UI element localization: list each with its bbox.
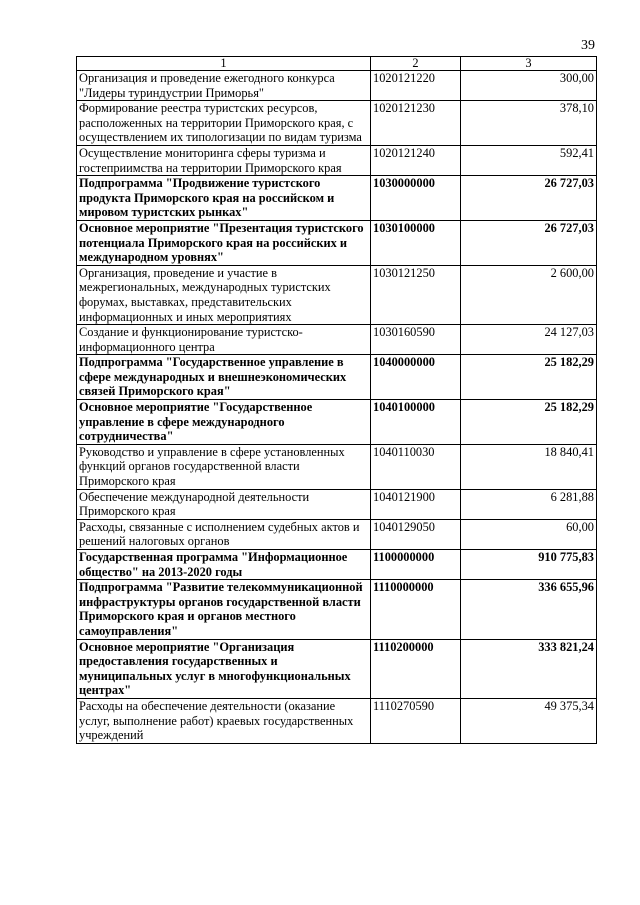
table-row: [77, 444, 597, 489]
row-code-cell: 1100000000: [371, 550, 461, 580]
table-row: [77, 489, 597, 519]
row-name-cell: Основное мероприятие "Презентация туристского потенциала Приморского края на российских и международном уровнях": [77, 220, 371, 265]
table-row: [77, 265, 597, 324]
table-row: [77, 101, 597, 146]
row-code-cell: 1030121250: [371, 265, 461, 324]
table-row: [77, 325, 597, 355]
column-header-2: 2: [371, 57, 461, 71]
row-amount-cell: 25 182,29: [461, 400, 597, 445]
row-code-cell: 1040100000: [371, 400, 461, 445]
table-header-row: [77, 57, 597, 71]
table-row: [77, 145, 597, 175]
column-header-1: 1: [77, 57, 371, 71]
row-amount-cell: 378,10: [461, 101, 597, 146]
row-name-cell: Формирование реестра туристских ресурсов, расположенных на территории Приморского края, с осуществлением их типологизации по видам туризма: [77, 101, 371, 146]
row-name-cell: Основное мероприятие "Государственное управление в сфере международного сотрудничества": [77, 400, 371, 445]
budget-table: [76, 56, 597, 744]
row-amount-cell: 6 281,88: [461, 489, 597, 519]
row-code-cell: 1020121220: [371, 71, 461, 101]
row-amount-cell: 2 600,00: [461, 265, 597, 324]
table-row: [77, 639, 597, 698]
row-amount-cell: 49 375,34: [461, 698, 597, 743]
row-amount-cell: 18 840,41: [461, 444, 597, 489]
table-row: [77, 71, 597, 101]
table-row: [77, 400, 597, 445]
row-code-cell: 1030160590: [371, 325, 461, 355]
row-code-cell: 1110200000: [371, 639, 461, 698]
row-name-cell: Подпрограмма "Государственное управление в сфере международных и внешнеэкономических связей Приморского края": [77, 355, 371, 400]
table-row: [77, 580, 597, 639]
row-code-cell: 1040129050: [371, 519, 461, 549]
row-name-cell: Основное мероприятие "Организация предоставления государственных и муниципальных услуг в многофункциональных центрах": [77, 639, 371, 698]
row-name-cell: Обеспечение международной деятельности Приморского края: [77, 489, 371, 519]
row-amount-cell: 25 182,29: [461, 355, 597, 400]
row-name-cell: Руководство и управление в сфере установленных функций органов государственной власти Приморского края: [77, 444, 371, 489]
table-row: [77, 220, 597, 265]
row-name-cell: Расходы, связанные с исполнением судебных актов и решений налоговых органов: [77, 519, 371, 549]
table-row: [77, 355, 597, 400]
row-amount-cell: 60,00: [461, 519, 597, 549]
row-code-cell: 1030100000: [371, 220, 461, 265]
row-name-cell: Организация и проведение ежегодного конкурса "Лидеры туриндустрии Приморья": [77, 71, 371, 101]
row-code-cell: 1020121230: [371, 101, 461, 146]
row-code-cell: 1040110030: [371, 444, 461, 489]
row-name-cell: Подпрограмма "Продвижение туристского продукта Приморского края на российском и мировом туристских рынках": [77, 176, 371, 221]
row-amount-cell: 300,00: [461, 71, 597, 101]
table-row: [77, 698, 597, 743]
row-name-cell: Организация, проведение и участие в межрегиональных, международных туристских форумах, выставках, представительских информационных и иных мероприятиях: [77, 265, 371, 324]
row-code-cell: 1110000000: [371, 580, 461, 639]
page-number: 39: [581, 38, 595, 53]
table-row: [77, 550, 597, 580]
row-name-cell: Создание и функционирование туристско-информационного центра: [77, 325, 371, 355]
row-amount-cell: 592,41: [461, 145, 597, 175]
row-name-cell: Расходы на обеспечение деятельности (оказание услуг, выполнение работ) краевых государственных учреждений: [77, 698, 371, 743]
row-amount-cell: 24 127,03: [461, 325, 597, 355]
row-amount-cell: 336 655,96: [461, 580, 597, 639]
column-header-3: 3: [461, 57, 597, 71]
table-body: [77, 71, 597, 744]
row-amount-cell: 26 727,03: [461, 176, 597, 221]
row-name-cell: Подпрограмма "Развитие телекоммуникационной инфраструктуры органов государственной власти Приморского края и органов местного самоуправления": [77, 580, 371, 639]
row-code-cell: 1020121240: [371, 145, 461, 175]
row-amount-cell: 26 727,03: [461, 220, 597, 265]
row-code-cell: 1040000000: [371, 355, 461, 400]
row-amount-cell: 333 821,24: [461, 639, 597, 698]
table-row: [77, 519, 597, 549]
row-name-cell: Государственная программа "Информационное общество" на 2013-2020 годы: [77, 550, 371, 580]
row-name-cell: Осуществление мониторинга сферы туризма и гостеприимства на территории Приморского края: [77, 145, 371, 175]
row-code-cell: 1040121900: [371, 489, 461, 519]
row-code-cell: 1110270590: [371, 698, 461, 743]
row-code-cell: 1030000000: [371, 176, 461, 221]
row-amount-cell: 910 775,83: [461, 550, 597, 580]
table-row: [77, 176, 597, 221]
